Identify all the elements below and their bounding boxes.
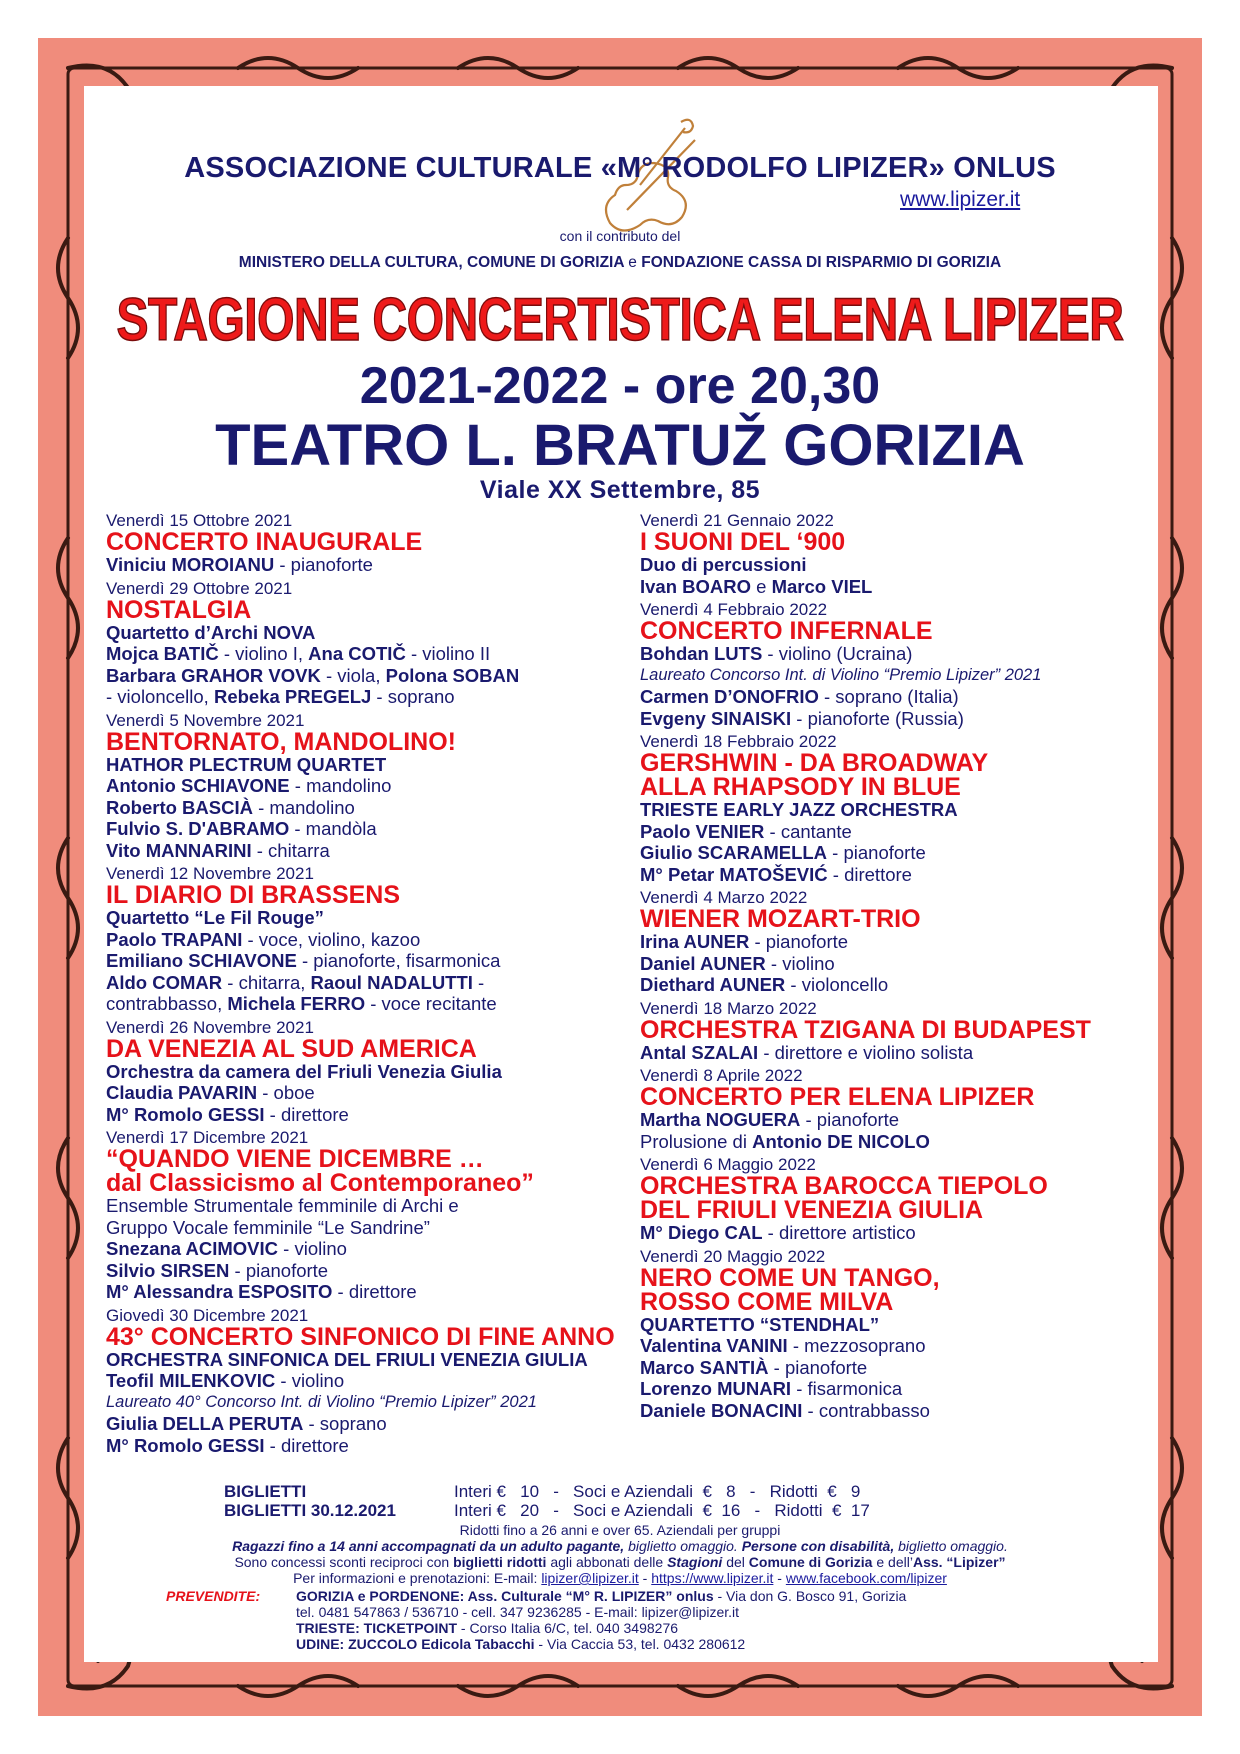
presale-name: UDINE: ZUCCOLO Edicola Tabacchi: [296, 1636, 535, 1652]
performer-role: e: [751, 575, 772, 597]
performer-line: [106, 1260, 646, 1282]
concert-date: Venerdì 5 Novembre 2021: [106, 710, 305, 730]
concert-entry: [106, 1307, 646, 1457]
performer-role: - viola,: [320, 664, 386, 686]
performer-line: [640, 1335, 1180, 1357]
organization-title: ASSOCIAZIONE CULTURALE «M° RODOLFO LIPIZER» ONLUS: [184, 152, 1056, 184]
performer-line: [640, 708, 1180, 730]
performer-name: Irina AUNER: [640, 931, 750, 952]
separator: -: [638, 1570, 652, 1586]
performer-line: [640, 665, 1180, 687]
concert-date: Giovedì 30 Dicembre 2021: [106, 1305, 309, 1325]
award-note: Laureato Concorso Int. di Violino “Premio Lipizer” 2021: [640, 665, 1042, 684]
performer-line: [106, 775, 646, 797]
performer-role: - mandòla: [289, 818, 377, 839]
performer-line: [106, 993, 646, 1015]
performer-name: QUARTETTO “STENDHAL”: [640, 1313, 880, 1335]
concert-date: Venerdì 20 Maggio 2022: [640, 1246, 826, 1266]
performer-line: [640, 842, 1180, 864]
presale-name: GORIZIA e PORDENONE: Ass. Culturale “M° R. LIPIZER” onlus: [296, 1588, 714, 1604]
presales-locations: [296, 1588, 1116, 1652]
concert-entry: [640, 1156, 1180, 1244]
performer-line: [106, 1413, 646, 1435]
performer-line: [640, 974, 1180, 996]
performer-name: Quartetto “Le Fil Rouge”: [106, 907, 324, 928]
performer-line: [640, 1109, 1180, 1131]
performer-name: Snezana ACIMOVIC: [106, 1238, 279, 1259]
performer-role: - pianoforte, fisarmonica: [296, 950, 501, 971]
website-link[interactable]: www.lipizer.it: [900, 188, 1021, 211]
performer-line: [106, 818, 646, 840]
theatre-name: TEATRO L. BRATUŽ GORIZIA: [215, 413, 1025, 478]
concert-entry: [640, 601, 1180, 729]
kids-note: Ragazzi fino a 14 anni accompagnati da un adulto pagante,: [232, 1538, 625, 1554]
email-link[interactable]: lipizer@lipizer.it: [541, 1570, 639, 1586]
performer-line: [106, 686, 646, 708]
disability-note-ticket: biglietto omaggio.: [894, 1538, 1008, 1554]
performer-name: Teofil MILENKOVIC: [106, 1370, 276, 1391]
performer-name: Claudia PAVARIN: [106, 1082, 258, 1103]
performer-role: - pianoforte: [229, 1259, 329, 1281]
performer-line: [640, 1400, 1180, 1422]
performer-line: [640, 1357, 1180, 1379]
concert-entry: [640, 1248, 1180, 1422]
performer-line: [106, 950, 646, 972]
presale-address: - Via Caccia 53, tel. 0432 280612: [534, 1636, 746, 1652]
presale-address: - Via don G. Bosco 91, Gorizia: [713, 1588, 907, 1604]
performer-name: Ivan BOARO: [640, 575, 752, 597]
performer-role: - direttore: [827, 863, 912, 885]
performer-name: Silvio SIRSEN: [106, 1259, 230, 1281]
performer-name: HATHOR PLECTRUM QUARTET: [106, 753, 387, 775]
concert-date: Venerdì 18 Marzo 2022: [640, 998, 817, 1018]
performer-name: Bohdan LUTS: [640, 643, 763, 664]
performer-name: M° Diego CAL: [640, 1222, 763, 1243]
sponsor-conjunction: e: [628, 254, 637, 271]
performer-line: [640, 576, 1180, 598]
performer-line: [640, 1131, 1180, 1153]
concert-title: DEL FRIULI VENEZIA GIULIA: [640, 1196, 984, 1224]
discount-text: biglietti ridotti: [453, 1554, 547, 1570]
performer-name: Viniciu MOROIANU: [106, 554, 275, 575]
performer-role: - violino: [278, 1238, 347, 1259]
performer-name: Polona SOBAN: [385, 664, 520, 686]
contribution-text: con il contributo del: [559, 228, 681, 244]
performer-role: - soprano (Italia): [818, 686, 959, 707]
concert-date: Venerdì 4 Marzo 2022: [640, 888, 808, 907]
performer-line: [640, 1222, 1180, 1244]
concert-title: DA VENEZIA AL SUD AMERICA: [106, 1034, 477, 1063]
performer-name: M° Romolo GESSI: [106, 1434, 265, 1456]
performer-role: Ensemble Strumentale femminile di Archi e: [106, 1195, 459, 1216]
performer-line: [106, 1435, 646, 1457]
performer-name: Antonio SCHIAVONE: [106, 775, 290, 796]
performer-line: [640, 1042, 1180, 1064]
concert-date: Venerdì 26 Novembre 2021: [106, 1017, 314, 1037]
ticket-row: [224, 1482, 1024, 1501]
concert-title: ORCHESTRA BAROCCA TIEPOLO: [640, 1172, 1048, 1200]
performer-line: [106, 622, 646, 644]
performer-line: [106, 1349, 646, 1371]
performer-line: [640, 931, 1180, 953]
performer-line: [640, 953, 1180, 975]
performer-name: Rebeka PREGELJ: [213, 686, 372, 707]
reductions-note: Ridotti fino a 26 anni e over 65. Aziendali per gruppi: [459, 1522, 781, 1538]
performer-role: - direttore: [332, 1281, 417, 1302]
performer-name: Diethard AUNER: [640, 974, 786, 995]
sponsor-foundation: FONDAZIONE CASSA DI RISPARMIO DI GORIZIA: [641, 254, 1002, 271]
performer-line: [106, 929, 646, 951]
sponsor-ministry: MINISTERO DELLA CULTURA, COMUNE DI GORIZIA: [238, 254, 624, 271]
performer-role: - direttore: [264, 1103, 349, 1125]
concert-list-right: [640, 512, 1180, 1425]
performer-line: [106, 1195, 646, 1217]
ticket-price-list: Interi € 20 - Soci e Aziendali € 16 - Ridotti € 17: [454, 1501, 870, 1520]
sponsors-line: [100, 254, 1140, 272]
performer-name: Duo di percussioni: [640, 554, 807, 575]
performer-role: - violino: [275, 1370, 345, 1391]
performer-role: - mandolino: [252, 796, 355, 818]
contact-label: Per informazioni e prenotazioni: E-mail:: [293, 1570, 542, 1586]
contact-info: [100, 1570, 1140, 1586]
presale-name: TRIESTE: TICKETPOINT: [296, 1620, 457, 1636]
concert-date: Venerdì 21 Gennaio 2022: [640, 511, 834, 530]
concert-date: Venerdì 6 Maggio 2022: [640, 1155, 816, 1174]
performer-name: Barbara GRAHOR VOVK: [106, 664, 321, 686]
presale-address: - Corso Italia 6/C, tel. 040 3498276: [457, 1620, 679, 1636]
performer-line: [106, 972, 646, 994]
concert-title: I SUONI DEL ‘900: [640, 528, 846, 556]
performer-line: [640, 799, 1180, 821]
performer-name: Carmen D’ONOFRIO: [640, 686, 819, 707]
performer-line: [640, 821, 1180, 843]
discount-text: del: [722, 1554, 749, 1570]
performer-role: - pianoforte: [800, 1109, 900, 1130]
performer-line: [106, 840, 646, 862]
performer-name: TRIESTE EARLY JAZZ ORCHESTRA: [640, 799, 958, 820]
performer-name: Lorenzo MUNARI: [640, 1378, 792, 1399]
performer-line: [106, 1082, 646, 1104]
concert-entry: [106, 512, 646, 576]
ticket-notes: [100, 1522, 1140, 1586]
concert-date: Venerdì 18 Febbraio 2022: [640, 732, 837, 751]
concert-date: Venerdì 15 Ottobre 2021: [106, 511, 293, 530]
concert-date: Venerdì 12 Novembre 2021: [106, 864, 314, 883]
performer-role: - violoncello: [785, 974, 889, 995]
concert-entry: [106, 865, 646, 1015]
performer-name: Fulvio S. D'ABRAMO: [106, 818, 290, 839]
concert-date: Venerdì 17 Dicembre 2021: [106, 1128, 309, 1147]
performer-role: - fisarmonica: [791, 1378, 903, 1399]
performer-role: - pianoforte: [827, 842, 926, 863]
concert-title: ROSSO COME MILVA: [640, 1287, 894, 1316]
performer-role: - voce, violino, kazoo: [242, 928, 421, 950]
performer-name: Marco VIEL: [771, 575, 873, 597]
concert-title: CONCERTO INAUGURALE: [106, 528, 423, 556]
performer-line: [106, 1370, 646, 1392]
ticket-prices: [224, 1482, 1024, 1520]
performer-role: - pianoforte: [768, 1356, 868, 1378]
performer-role: - direttore: [264, 1434, 349, 1456]
discount-text: Stagioni: [667, 1554, 723, 1570]
performer-line: [106, 1061, 646, 1083]
concert-entry: [640, 512, 1180, 597]
kids-note-ticket: biglietto omaggio.: [624, 1538, 742, 1554]
performer-role: - contrabbasso: [802, 1399, 930, 1421]
ticket-label: BIGLIETTI: [224, 1482, 307, 1501]
concert-date: Venerdì 8 Aprile 2022: [640, 1066, 803, 1085]
performer-role: - violino I,: [218, 643, 309, 664]
discount-text: Ass. “Lipizer”: [912, 1554, 1006, 1570]
performer-role: - violino (Ucraina): [762, 643, 913, 664]
concert-entry: [106, 580, 646, 708]
concert-title: NERO COME UN TANGO,: [640, 1263, 940, 1292]
performer-name: Aldo COMAR: [106, 971, 223, 993]
separator: -: [773, 1570, 786, 1586]
performer-name: M° Alessandra ESPOSITO: [106, 1281, 333, 1302]
performer-line: [106, 1238, 646, 1260]
concert-entry: [640, 733, 1180, 885]
performer-name: Vito MANNARINI: [106, 839, 252, 861]
performer-name: Orchestra da camera del Friuli Venezia Giulia: [106, 1060, 502, 1082]
performer-role: contrabbasso,: [106, 993, 228, 1014]
performer-name: M° Petar MATOŠEVIĆ: [640, 863, 828, 885]
performer-name: Marco SANTIÀ: [640, 1356, 769, 1378]
performer-role: Prolusione di: [640, 1130, 753, 1152]
concert-title: ORCHESTRA TZIGANA DI BUDAPEST: [640, 1015, 1091, 1044]
performer-name: Martha NOGUERA: [640, 1109, 801, 1130]
concert-title: BENTORNATO, MANDOLINO!: [106, 727, 456, 756]
performer-name: Daniele BONACINI: [640, 1399, 803, 1421]
performer-role: - violoncello,: [106, 686, 214, 707]
concert-entry: [106, 712, 646, 862]
performer-line: [106, 554, 646, 576]
concert-title: CONCERTO PER ELENA LIPIZER: [640, 1083, 1035, 1111]
performer-role: - chitarra,: [222, 971, 311, 993]
performer-role: Gruppo Vocale femminile “Le Sandrine”: [106, 1216, 430, 1238]
performer-line: [640, 1378, 1180, 1400]
performer-line: [106, 1281, 646, 1303]
concert-title: dal Classicismo al Contemporaneo”: [106, 1169, 534, 1197]
performer-name: Giulio SCARAMELLA: [640, 842, 828, 863]
performer-role: - chitarra: [251, 839, 330, 861]
concert-title: 43° CONCERTO SINFONICO DI FINE ANNO: [106, 1322, 615, 1351]
performer-role: - soprano: [303, 1413, 387, 1434]
performer-role: - pianoforte: [749, 931, 849, 952]
concert-title: IL DIARIO DI BRASSENS: [106, 881, 401, 909]
performer-name: Giulia DELLA PERUTA: [106, 1413, 304, 1434]
performer-line: [106, 1217, 646, 1239]
ticket-label: BIGLIETTI 30.12.2021: [224, 1501, 396, 1520]
performer-line: [106, 1104, 646, 1126]
ticket-price-list: Interi € 10 - Soci e Aziendali € 8 - Ridotti € 9: [454, 1482, 861, 1501]
performer-line: [106, 907, 646, 929]
performer-name: Paolo TRAPANI: [106, 928, 243, 950]
concert-entry: [640, 1067, 1180, 1152]
performer-role: - pianoforte (Russia): [791, 707, 964, 729]
performer-role: - violino II: [405, 643, 491, 664]
performer-name: ORCHESTRA SINFONICA DEL FRIULI VENEZIA GIULIA: [106, 1348, 588, 1370]
discount-text: Sono concessi sconti reciproci con: [234, 1554, 454, 1570]
performer-name: Ana COTIČ: [308, 643, 406, 664]
performer-role: - mezzosoprano: [787, 1335, 926, 1356]
performer-role: - violino: [765, 952, 835, 974]
performer-name: Michela FERRO: [227, 993, 366, 1014]
concert-title: “QUANDO VIENE DICEMBRE …: [106, 1145, 484, 1173]
performer-name: Evgeny SINAISKI: [640, 707, 792, 729]
performer-name: Roberto BASCIÀ: [106, 796, 253, 818]
presales-label: PREVENDITE:: [166, 1588, 261, 1604]
concert-entry: [640, 889, 1180, 996]
presale-gorizia: [296, 1588, 1116, 1604]
concert-title: WIENER MOZART-TRIO: [640, 905, 921, 933]
performer-name: Antonio DE NICOLO: [752, 1130, 930, 1152]
season-title: STAGIONE CONCERTISTICA ELENA LIPIZER: [116, 287, 1124, 354]
season-years-time: 2021-2022 - ore 20,30: [359, 357, 881, 415]
performer-name: Valentina VANINI: [640, 1335, 788, 1356]
performer-line: [640, 686, 1180, 708]
concert-title: ALLA RHAPSODY IN BLUE: [640, 773, 961, 801]
performer-role: - oboe: [257, 1082, 315, 1103]
performer-line: [106, 1392, 646, 1414]
discount-note: [100, 1554, 1140, 1570]
performer-line: [106, 754, 646, 776]
performer-line: [106, 643, 646, 665]
concert-title: GERSHWIN - DA BROADWAY: [640, 749, 989, 777]
performer-role: - direttore e violino solista: [758, 1041, 974, 1063]
performer-name: Antal SZALAI: [640, 1041, 759, 1063]
performer-name: Mojca BATIČ: [106, 643, 219, 664]
performer-line: [640, 1314, 1180, 1336]
concert-entry: [640, 1000, 1180, 1064]
performer-line: [106, 797, 646, 819]
presale-gorizia-contacts: tel. 0481 547863 / 536710 - cell. 347 9236285 - E-mail: lipizer@lipizer.it: [296, 1604, 740, 1620]
discount-text: Comune di Gorizia: [748, 1554, 873, 1570]
performer-role: - direttore artistico: [762, 1222, 916, 1243]
performer-name: M° Romolo GESSI: [106, 1103, 265, 1125]
performer-role: - cantante: [764, 820, 852, 842]
award-note: Laureato 40° Concorso Int. di Violino “Premio Lipizer” 2021: [106, 1392, 537, 1411]
concert-list-left: [106, 512, 646, 1460]
performer-role: -: [472, 971, 485, 993]
concert-date: Venerdì 4 Febbraio 2022: [640, 600, 828, 619]
disability-note: Persone con disabilità,: [741, 1538, 895, 1554]
facebook-link[interactable]: www.facebook.com/lipizer: [785, 1570, 947, 1586]
performer-line: [106, 665, 646, 687]
performer-line: [640, 864, 1180, 886]
concert-entry: [106, 1129, 646, 1303]
performer-line: [640, 554, 1180, 576]
performer-name: Daniel AUNER: [640, 952, 766, 974]
free-entry-note: [100, 1538, 1140, 1554]
performer-role: - mandolino: [289, 775, 392, 796]
discount-text: agli abbonati delle: [546, 1554, 668, 1570]
concert-entry: [106, 1019, 646, 1126]
performer-name: Raoul NADALUTTI: [310, 971, 473, 993]
theatre-address: Viale XX Settembre, 85: [479, 476, 761, 504]
performer-name: Emiliano SCHIAVONE: [106, 950, 297, 971]
performer-role: - pianoforte: [274, 554, 373, 575]
concert-date: Venerdì 29 Ottobre 2021: [106, 578, 293, 598]
performer-line: [640, 643, 1180, 665]
presale-udine: [296, 1636, 1116, 1652]
presale-trieste: [296, 1620, 1116, 1636]
performer-name: Quartetto d’Archi NOVA: [106, 621, 316, 643]
performer-role: - soprano: [371, 686, 455, 707]
concert-title: NOSTALGIA: [106, 595, 252, 624]
concert-title: CONCERTO INFERNALE: [640, 617, 933, 645]
performer-name: Paolo VENIER: [640, 820, 765, 842]
website-link[interactable]: https://www.lipizer.it: [651, 1570, 774, 1586]
ticket-row: [224, 1501, 1024, 1520]
performer-role: - voce recitante: [365, 993, 497, 1014]
discount-text: e dell’: [872, 1554, 913, 1570]
